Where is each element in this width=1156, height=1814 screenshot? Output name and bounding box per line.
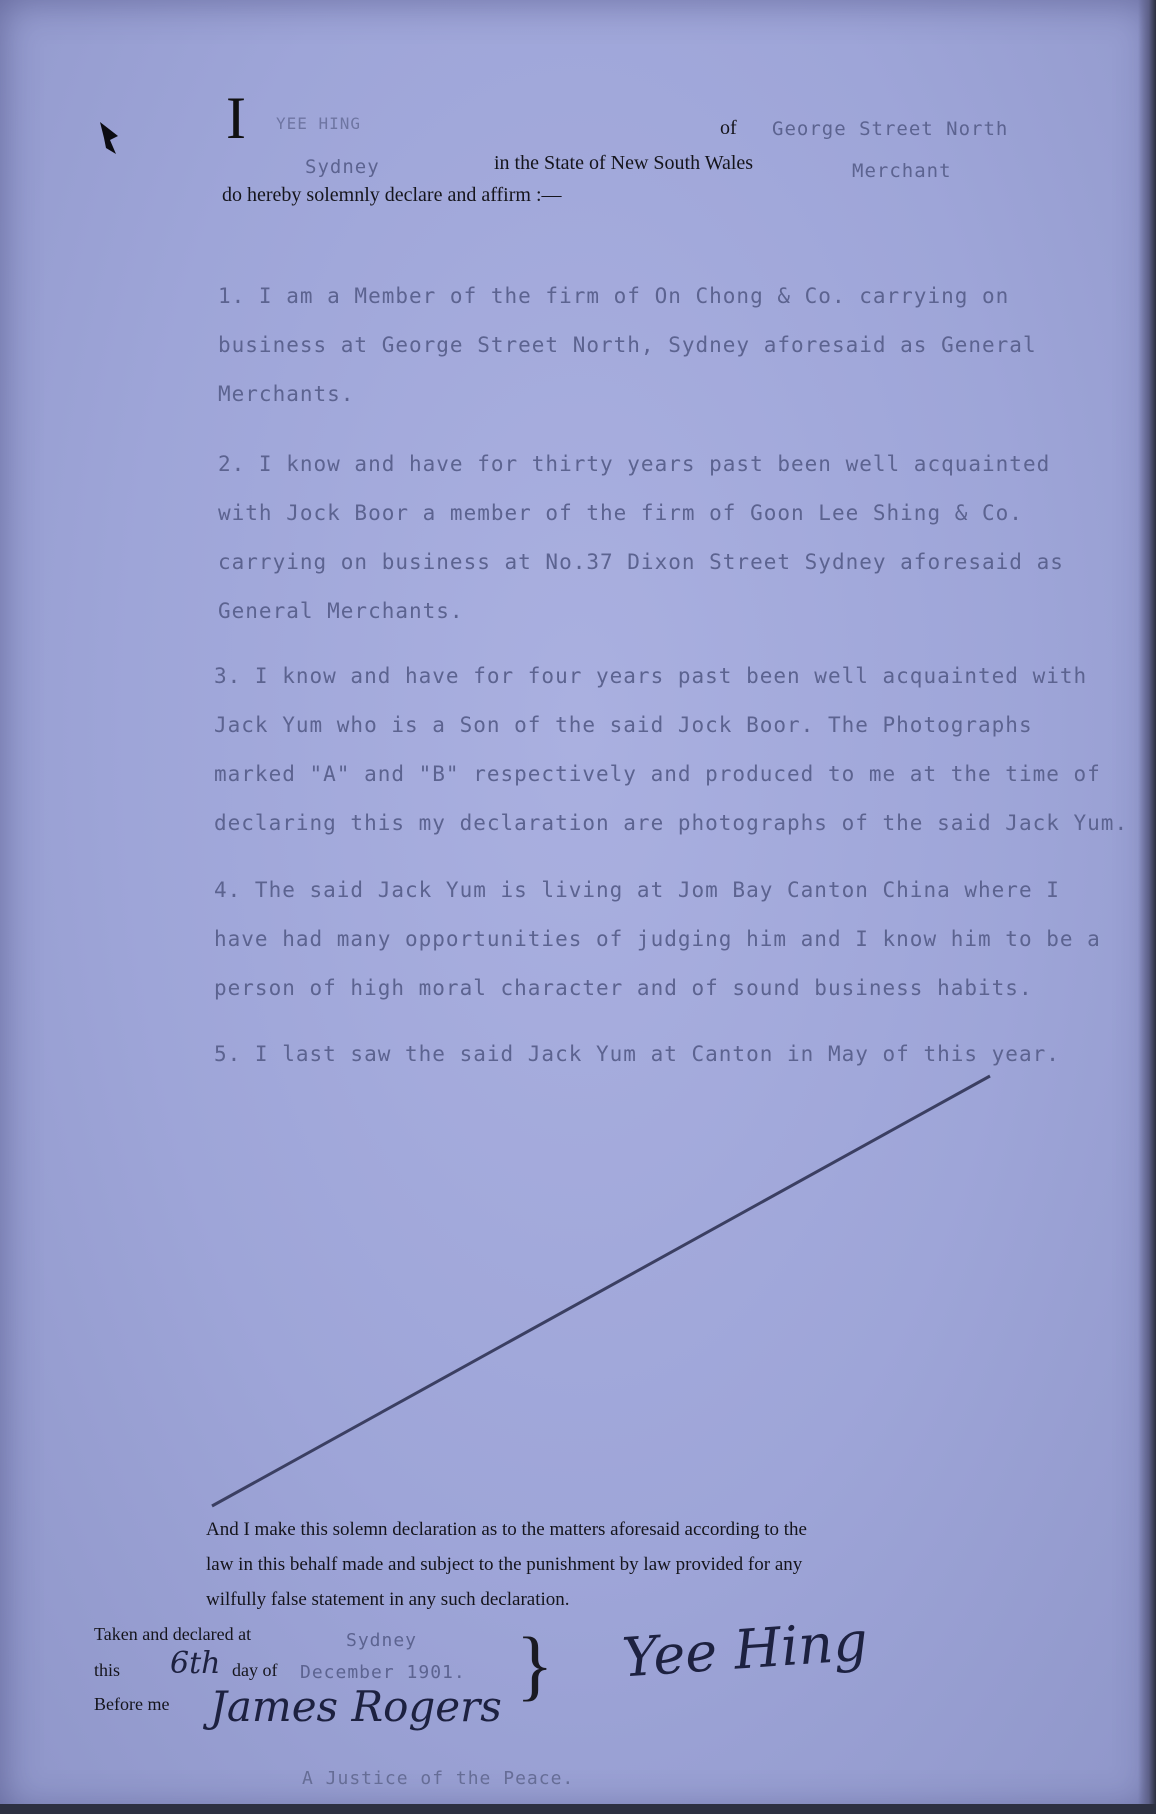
- justice-signature: James Rogers: [210, 1682, 502, 1731]
- affirm-line: do hereby solemnly declare and affirm :—: [222, 184, 562, 206]
- of-label: of: [720, 117, 737, 139]
- page-edge-bottom: [0, 1804, 1156, 1814]
- paragraph-line: General Merchants.: [218, 599, 464, 623]
- before-me-label: Before me: [94, 1694, 170, 1714]
- paragraph-line: business at George Street North, Sydney aforesaid as General: [218, 333, 1037, 357]
- declarant-occupation: Merchant: [852, 160, 952, 182]
- paragraph-line: person of high moral character and of sound business habits.: [214, 976, 1033, 1000]
- justice-title: A Justice of the Peace.: [302, 1768, 575, 1789]
- paragraph-line: 1. I am a Member of the firm of On Chong & Co. carrying on: [218, 284, 1010, 308]
- paragraph-line: marked "A" and "B" respectively and produced to me at the time of: [214, 762, 1101, 786]
- declarant-city: Sydney: [305, 156, 380, 178]
- state-label: in the State of New South Wales: [494, 152, 754, 174]
- page-edge: [1138, 0, 1156, 1814]
- this-label: this: [94, 1660, 121, 1680]
- opening-pronoun: I: [226, 85, 246, 151]
- paragraph-line: declaring this my declaration are photographs of the said Jack Yum.: [214, 811, 1129, 835]
- closing-paragraph: [206, 1512, 807, 1617]
- paragraph-line: with Jock Boor a member of the firm of Goon Lee Shing & Co.: [218, 501, 1023, 525]
- declarant-signature: Yee Hing: [620, 1609, 870, 1690]
- closing-line: law in this behalf made and subject to the punishment by law provided for any: [206, 1554, 803, 1575]
- closing-line: And I make this solemn declaration as to the matters aforesaid according to the: [206, 1519, 807, 1540]
- taken-declared-label: Taken and declared at: [94, 1624, 252, 1644]
- handwritten-day: 6th: [170, 1646, 221, 1681]
- jurat-brace: }: [516, 1621, 554, 1708]
- paragraph-line: 4. The said Jack Yum is living at Jom Bay Canton China where I: [214, 878, 1060, 902]
- paragraph-line: carrying on business at No.37 Dixon Street Sydney aforesaid as: [218, 550, 1064, 574]
- jurat-place: Sydney: [346, 1630, 418, 1651]
- closing-line: wilfully false statement in any such declaration.: [206, 1589, 570, 1610]
- paragraph-line: Merchants.: [218, 382, 355, 406]
- day-of-label: day of: [232, 1660, 278, 1680]
- paragraph-line: have had many opportunities of judging him and I know him to be a: [214, 927, 1101, 951]
- paragraph-line: 3. I know and have for four years past been well acquainted with: [214, 664, 1088, 688]
- jurat-month-year: December 1901.: [300, 1662, 466, 1683]
- declarant-name: YEE HING: [276, 114, 362, 133]
- paragraph-line: Jack Yum who is a Son of the said Jock Boor. The Photographs: [214, 713, 1033, 737]
- paragraph-line: 2. I know and have for thirty years past been well acquainted: [218, 452, 1051, 476]
- paragraph-line: 5. I last saw the said Jack Yum at Canton in May of this year.: [214, 1042, 1060, 1066]
- declarant-address: George Street North: [772, 118, 1009, 140]
